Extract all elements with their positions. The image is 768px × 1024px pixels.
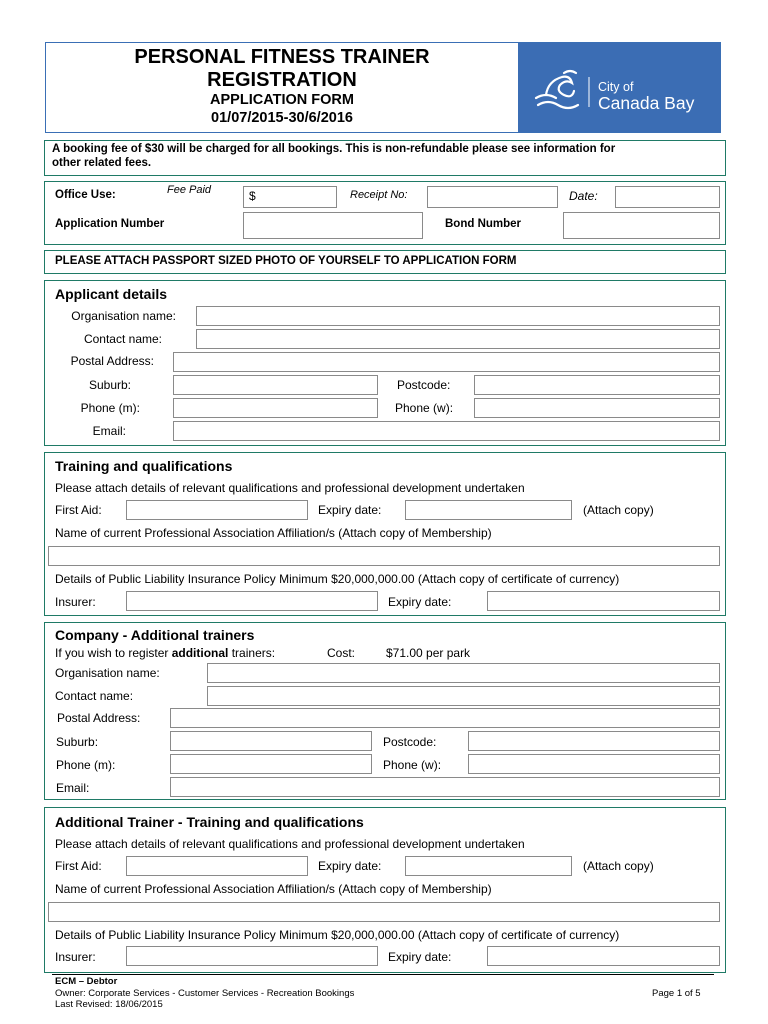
training-first-aid-label: First Aid: [55, 503, 102, 517]
footer-revised: Last Revised: 18/06/2015 [55, 999, 163, 1010]
training-first-aid-field[interactable] [126, 500, 308, 520]
company-intro-pre: If you wish to register [55, 646, 172, 660]
company-postal-field[interactable] [170, 708, 720, 728]
company-cost-label: Cost: [327, 646, 356, 660]
photo-notice: PLEASE ATTACH PASSPORT SIZED PHOTO OF YOURSELF TO APPLICATION FORM [55, 255, 517, 267]
additional-insurer-label: Insurer: [55, 950, 96, 964]
training-expiry-label: Expiry date: [318, 503, 382, 517]
applicant-email-label: Email: [92, 424, 126, 438]
company-intro-bold: additional [171, 646, 229, 660]
company-title: Company - Additional trainers [55, 627, 255, 643]
city-logo [518, 43, 720, 132]
date-label: Date: [569, 189, 598, 203]
additional-insurer-field[interactable] [126, 946, 378, 966]
training-expiry-field[interactable] [405, 500, 572, 520]
company-organisation-field[interactable] [207, 663, 720, 683]
applicant-phone-w-label: Phone (w): [395, 401, 454, 415]
receipt-no-label: Receipt No: [350, 189, 408, 201]
applicant-details-title: Applicant details [55, 286, 168, 302]
additional-expiry2-field[interactable] [487, 946, 720, 966]
applicant-postal-field[interactable] [173, 352, 720, 372]
office-use-label: Office Use: [55, 189, 116, 201]
application-number-label: Application Number [55, 218, 165, 230]
footer-ecm: ECM – Debtor [55, 976, 118, 987]
form-subtitle: APPLICATION FORM [210, 92, 354, 108]
company-postal-label: Postal Address: [57, 711, 141, 725]
additional-training-title: Additional Trainer - Training and qualifications [55, 814, 364, 830]
training-association-field[interactable] [48, 546, 720, 566]
training-insurer-field[interactable] [126, 591, 378, 611]
training-insurer-label: Insurer: [55, 595, 96, 609]
applicant-suburb-label: Suburb: [88, 378, 131, 392]
company-postcode-label: Postcode: [383, 735, 437, 749]
booking-notice-line1: A booking fee of $30 will be charged for all bookings. This is non-refundable please see information for [52, 143, 616, 155]
applicant-suburb-field[interactable] [173, 375, 378, 395]
applicant-contact-label: Contact name: [83, 332, 162, 346]
footer-divider [52, 974, 714, 975]
footer-owner: Owner: Corporate Services - Customer Services - Recreation Bookings [55, 988, 355, 999]
training-instructions: Please attach details of relevant qualifications and professional development undertaken [55, 481, 525, 495]
company-intro [55, 646, 275, 660]
company-email-label: Email: [56, 781, 90, 795]
training-attach-copy: (Attach copy) [583, 503, 654, 517]
application-number-field[interactable] [243, 212, 423, 239]
logo-canada-bay: Canada Bay [598, 93, 695, 113]
dollar-sign: $ [249, 189, 256, 203]
applicant-phone-m-label: Phone (m): [80, 401, 140, 415]
training-insurance-label: Details of Public Liability Insurance Policy Minimum $20,000,000.00 (Attach copy of certificate of currency) [55, 572, 620, 586]
company-cost-value: $71.00 per park [386, 646, 471, 660]
applicant-postal-label: Postal Address: [70, 354, 154, 368]
additional-expiry-label: Expiry date: [318, 859, 382, 873]
form-dates: 01/07/2015-30/6/2016 [211, 110, 353, 126]
company-suburb-label: Suburb: [56, 735, 99, 749]
additional-association-label: Name of current Professional Association Affiliation/s (Attach copy of Membership) [55, 882, 492, 896]
company-phone-w-field[interactable] [468, 754, 720, 774]
additional-insurance-label: Details of Public Liability Insurance Policy Minimum $20,000,000.00 (Attach copy of certificate of currency) [55, 928, 620, 942]
additional-expiry-field[interactable] [405, 856, 572, 876]
additional-expiry2-label: Expiry date: [388, 950, 452, 964]
company-phone-m-label: Phone (m): [56, 758, 116, 772]
form-title-line1: PERSONAL FITNESS TRAINER [134, 46, 430, 68]
footer-page: Page 1 of 5 [652, 988, 701, 999]
company-suburb-field[interactable] [170, 731, 372, 751]
additional-training-instructions: Please attach details of relevant qualifications and professional development undertaken [55, 837, 525, 851]
additional-attach-copy: (Attach copy) [583, 859, 654, 873]
applicant-phone-m-field[interactable] [173, 398, 378, 418]
booking-notice-line2: other related fees. [52, 157, 152, 169]
applicant-contact-field[interactable] [196, 329, 720, 349]
fee-paid-field[interactable] [243, 186, 337, 208]
company-intro-post: trainers: [228, 646, 276, 660]
receipt-no-field[interactable] [427, 186, 558, 208]
company-postcode-field[interactable] [468, 731, 720, 751]
applicant-organisation-label: Organisation name: [71, 309, 176, 323]
additional-first-aid-field[interactable] [126, 856, 308, 876]
bond-number-field[interactable] [563, 212, 720, 239]
logo-city-of: City of [598, 80, 634, 94]
company-organisation-label: Organisation name: [55, 666, 160, 680]
company-phone-m-field[interactable] [170, 754, 372, 774]
bond-number-label: Bond Number [445, 218, 522, 230]
applicant-email-field[interactable] [173, 421, 720, 441]
training-expiry2-label: Expiry date: [388, 595, 452, 609]
date-field[interactable] [615, 186, 720, 208]
training-expiry2-field[interactable] [487, 591, 720, 611]
fee-paid-label: Fee Paid [167, 184, 212, 196]
additional-association-field[interactable] [48, 902, 720, 922]
training-title: Training and qualifications [55, 458, 233, 474]
applicant-postcode-field[interactable] [474, 375, 720, 395]
applicant-postcode-label: Postcode: [397, 378, 451, 392]
company-phone-w-label: Phone (w): [383, 758, 442, 772]
additional-first-aid-label: First Aid: [55, 859, 102, 873]
company-email-field[interactable] [170, 777, 720, 797]
applicant-organisation-field[interactable] [196, 306, 720, 326]
form-title-line2: REGISTRATION [207, 69, 357, 91]
company-contact-field[interactable] [207, 686, 720, 706]
applicant-phone-w-field[interactable] [474, 398, 720, 418]
company-contact-label: Contact name: [55, 689, 134, 703]
training-association-label: Name of current Professional Association Affiliation/s (Attach copy of Membership) [55, 526, 492, 540]
